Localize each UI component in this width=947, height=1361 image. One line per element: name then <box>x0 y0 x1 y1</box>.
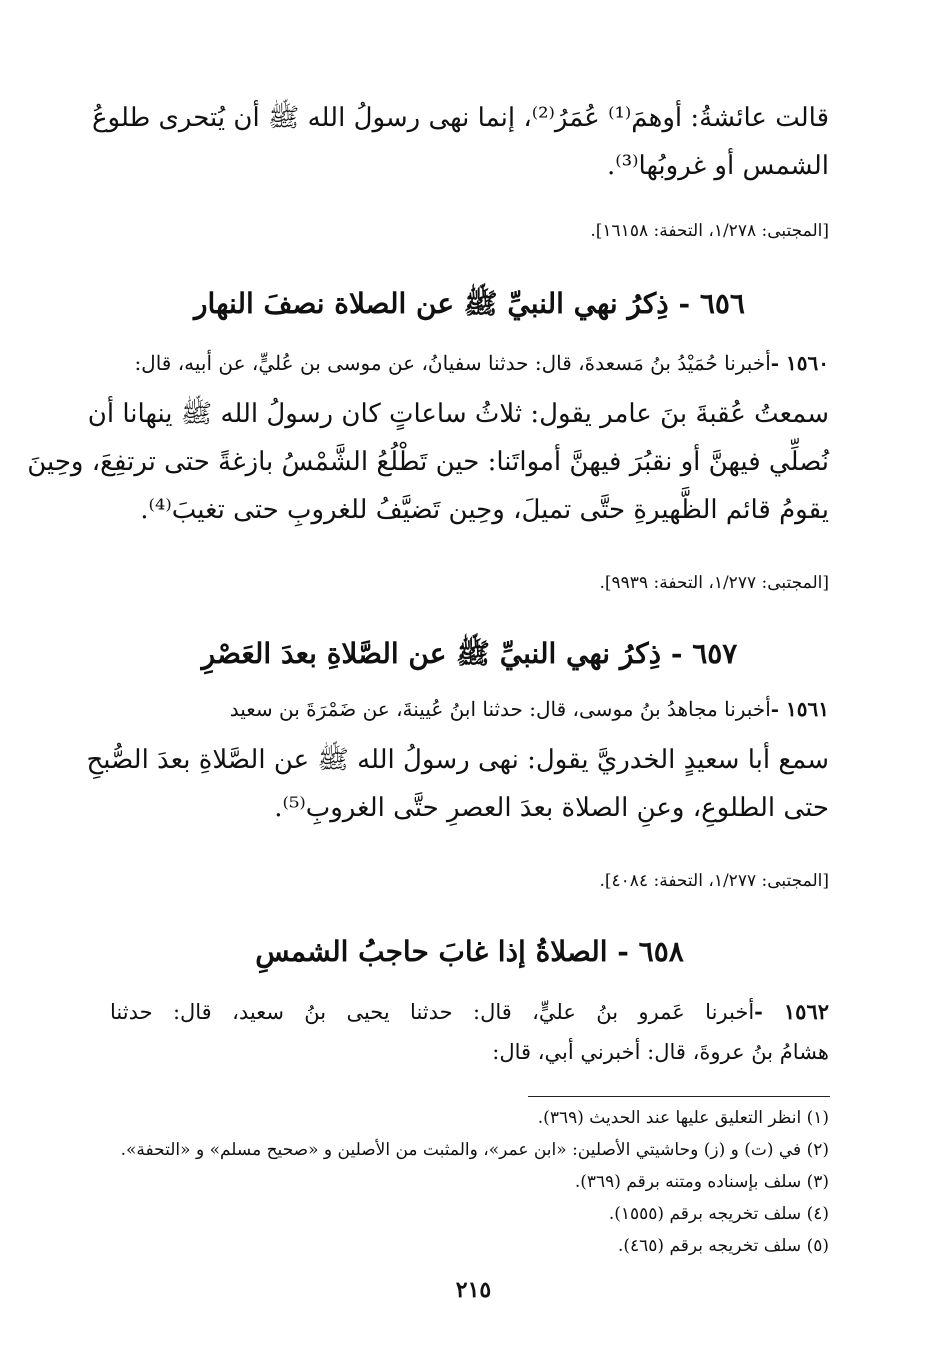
source-reference: [المجتبى: ١/٢٧٨، التحفة: ١٦١٥٨]. <box>590 221 829 241</box>
section-number: ٦٥٧ - <box>670 637 738 670</box>
section-title: ذِكرُ نهي النبيِّ ﷺ عن الصلاة نصفَ النهار <box>194 287 669 320</box>
hadith-text <box>27 390 829 534</box>
section-heading <box>110 630 829 678</box>
hadith-text <box>86 736 829 832</box>
section-number: ٦٥٦ - <box>678 287 745 320</box>
text-line: هشامُ بنُ عروةَ، قال: أخبرني أبي، قال: <box>492 1040 829 1064</box>
text-line <box>110 992 829 1032</box>
text-line: أخبرنا مجاهدُ بنُ موسى، قال: حدثنا ابنُ عُيينةَ، عن ضَمْرَةَ بن سعيد <box>229 697 771 721</box>
opening-text <box>92 94 829 190</box>
footnote-separator <box>528 1096 830 1097</box>
text-line: الشمس أو غروبُها⁽³⁾. <box>607 151 829 181</box>
footnote: (٥) سلف تخريجه برقم (٤٦٥). <box>617 1236 829 1256</box>
section-title: الصلاةُ إذا غابَ حاجبُ الشمسِ <box>255 935 608 968</box>
footnote: (٢) في (ت) و (ز) وحاشيتي الأصلين: «ابن عمر»، والمثبت من الأصلين و «صحيح مسلم» و «التحفة». <box>120 1140 829 1160</box>
footnotes <box>110 1102 829 1262</box>
hadith-chain <box>110 992 829 1072</box>
hadith-number: ١٥٦٢ - <box>754 999 830 1024</box>
source-reference: [المجتبى: ١/٢٧٧، التحفة: ٩٩٣٩]. <box>599 573 829 593</box>
hadith-chain <box>110 344 829 382</box>
text-line: يقومُ قائم الظَّهيرةِ حتَّى تميلَ، وحِين تَضيَّفُ للغروبِ حتى تغيبَ⁽⁴⁾. <box>140 495 829 525</box>
text-line: نُصلِّي فيهنَّ أو نقبُرَ فيهنَّ أمواتَنا: حين تَطْلُعُ الشَّمْسُ بازغةً حتى ترتفِعَ، وحِينَ <box>27 447 829 477</box>
page-number: ٢١٥ <box>455 1277 492 1303</box>
footnote: (١) انظر التعليق عليها عند الحديث (٣٦٩). <box>537 1108 829 1128</box>
text-line: حتى الطلوعِ، وعنِ الصلاة بعدَ العصرِ حتَّى الغروبِ⁽⁵⁾. <box>274 793 829 823</box>
section-number: ٦٥٨ - <box>617 935 684 968</box>
hadith-number: ١٥٦٠ - <box>770 351 829 375</box>
source-reference: [المجتبى: ١/٢٧٧، التحفة: ٤٠٨٤]. <box>599 871 829 891</box>
text-line: قالت عائشةُ: أوهمَ⁽¹⁾ عُمَرُ⁽²⁾، إنما نهى رسولُ الله ﷺ أن يُتحرى طلوعُ <box>92 103 829 133</box>
hadith-number: ١٥٦١ - <box>770 697 829 721</box>
text-line: أخبرنا حُمَيْدُ بنُ مَسعدةَ، قال: حدثنا سفيانُ، عن موسى بن عُليٍّ، عن أبيه، قال: <box>134 351 771 375</box>
footnote: (٤) سلف تخريجه برقم (١٥٥٥). <box>608 1204 829 1224</box>
text-line: سمعتُ عُقبةَ بنَ عامر يقول: ثلاثُ ساعاتٍ كان رسولُ الله ﷺ ينهانا أن <box>87 399 829 429</box>
hadith-chain <box>110 690 829 728</box>
footnote: (٣) سلف بإسناده ومتنه برقم (٣٦٩). <box>574 1172 829 1192</box>
section-title: ذِكرُ نهي النبيِّ ﷺ عن الصَّلاةِ بعدَ العَصْرِ <box>201 637 662 670</box>
section-heading <box>110 280 829 328</box>
text-line: سمع أبا سعيدٍ الخدريَّ يقول: نهى رسولُ الله ﷺ عن الصَّلاةِ بعدَ الصُّبحِ <box>86 745 829 775</box>
section-heading <box>110 928 829 976</box>
text-line: أخبرنا عَمرو بنُ عليٍّ، قال: حدثنا يحيى بنُ سعيد، قال: حدثنا <box>110 1000 755 1024</box>
